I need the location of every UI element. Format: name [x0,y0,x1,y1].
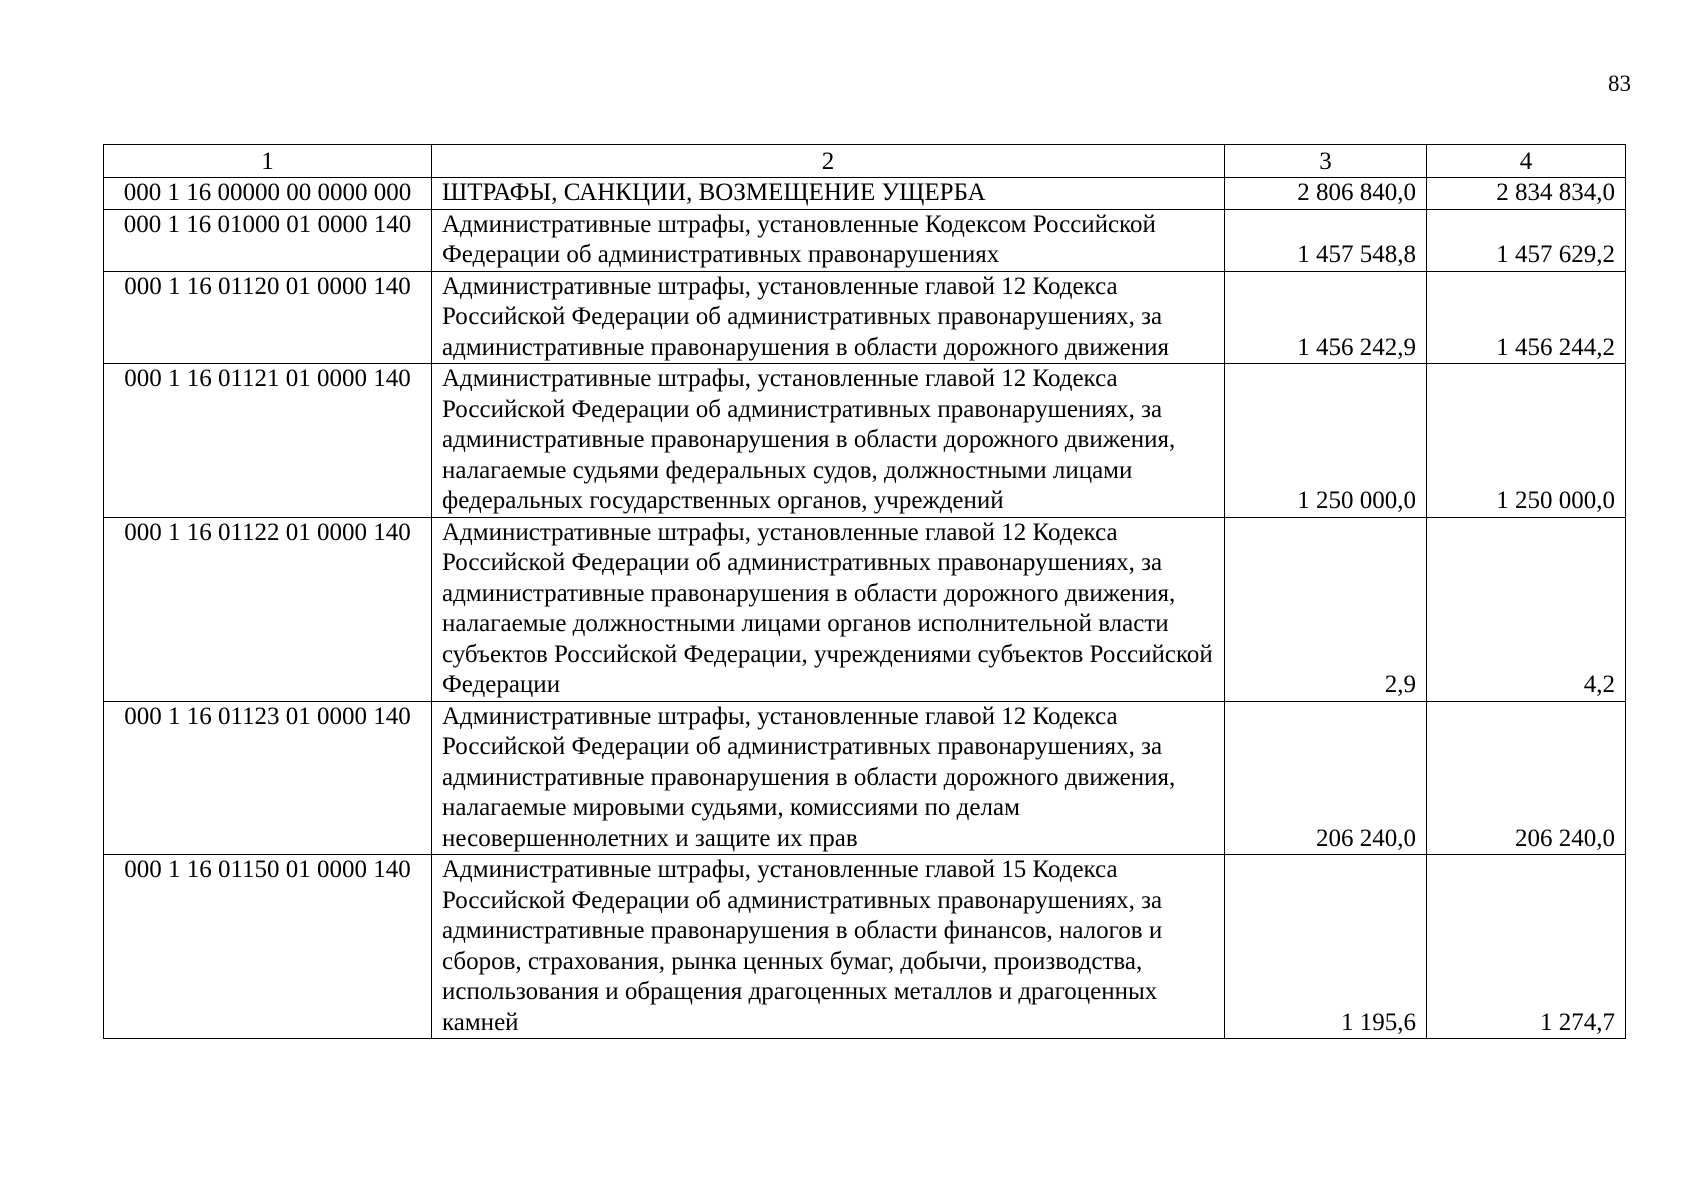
income-name-cell: Административные штрафы, установленные главой 15 Кодекса Российской Федерации об административных правонарушениях, за административные правонарушения в области финансов, налогов и сборов, страхования, рынка ценных бумаг, добычи, производства, использования и обращения драгоценных металлов и драгоценных камней [432,855,1225,1039]
table-row [104,271,1626,364]
budget-code-cell: 000 1 16 01122 01 0000 140 [104,517,432,701]
value-column-3-cell: 2,9 [1225,517,1427,701]
budget-code-cell: 000 1 16 01000 01 0000 140 [104,209,432,271]
column-header-3: 3 [1225,145,1427,178]
column-header-2: 2 [432,145,1225,178]
value-column-4-cell: 206 240,0 [1427,701,1626,855]
budget-code-cell: 000 1 16 01120 01 0000 140 [104,271,432,364]
budget-code-cell: 000 1 16 01123 01 0000 140 [104,701,432,855]
column-header-1: 1 [104,145,432,178]
table-row [104,855,1626,1039]
value-column-4-cell: 4,2 [1427,517,1626,701]
value-column-3-cell: 1 457 548,8 [1225,209,1427,271]
value-column-4-cell: 2 834 834,0 [1427,178,1626,210]
value-column-4-cell: 1 457 629,2 [1427,209,1626,271]
budget-code-cell: 000 1 16 01150 01 0000 140 [104,855,432,1039]
income-name-cell: ШТРАФЫ, САНКЦИИ, ВОЗМЕЩЕНИЕ УЩЕРБА [432,178,1225,210]
table-header-row [104,145,1626,178]
income-name-cell: Административные штрафы, установленные главой 12 Кодекса Российской Федерации об административных правонарушениях, за административные правонарушения в области дорожного движения, налагаемые мировыми судьями, комиссиями по делам несовершеннолетних и защите их прав [432,701,1225,855]
table-row [104,209,1626,271]
income-name-cell: Административные штрафы, установленные главой 12 Кодекса Российской Федерации об административных правонарушениях, за административные правонарушения в области дорожного движения, налагаемые должностными лицами органов исполнительной власти субъектов Российской Федерации, учреждениями субъектов Российской Федерации [432,517,1225,701]
value-column-4-cell: 1 274,7 [1427,855,1626,1039]
column-header-4: 4 [1427,145,1626,178]
value-column-3-cell: 206 240,0 [1225,701,1427,855]
value-column-3-cell: 1 250 000,0 [1225,364,1427,518]
value-column-4-cell: 1 456 244,2 [1427,271,1626,364]
value-column-4-cell: 1 250 000,0 [1427,364,1626,518]
budget-table [103,144,1626,1039]
budget-code-cell: 000 1 16 01121 01 0000 140 [104,364,432,518]
table-row [104,517,1626,701]
page-number: 83 [1608,71,1631,96]
table-row [104,364,1626,518]
value-column-3-cell: 1 195,6 [1225,855,1427,1039]
value-column-3-cell: 2 806 840,0 [1225,178,1427,210]
value-column-3-cell: 1 456 242,9 [1225,271,1427,364]
income-name-cell: Административные штрафы, установленные Кодексом Российской Федерации об административных правонарушениях [432,209,1225,271]
income-name-cell: Административные штрафы, установленные главой 12 Кодекса Российской Федерации об административных правонарушениях, за административные правонарушения в области дорожного движения, налагаемые судьями федеральных судов, должностными лицами федеральных государственных органов, учреждений [432,364,1225,518]
table-row [104,701,1626,855]
income-name-cell: Административные штрафы, установленные главой 12 Кодекса Российской Федерации об административных правонарушениях, за административные правонарушения в области дорожного движения [432,271,1225,364]
budget-code-cell: 000 1 16 00000 00 0000 000 [104,178,432,210]
table-row [104,178,1626,210]
